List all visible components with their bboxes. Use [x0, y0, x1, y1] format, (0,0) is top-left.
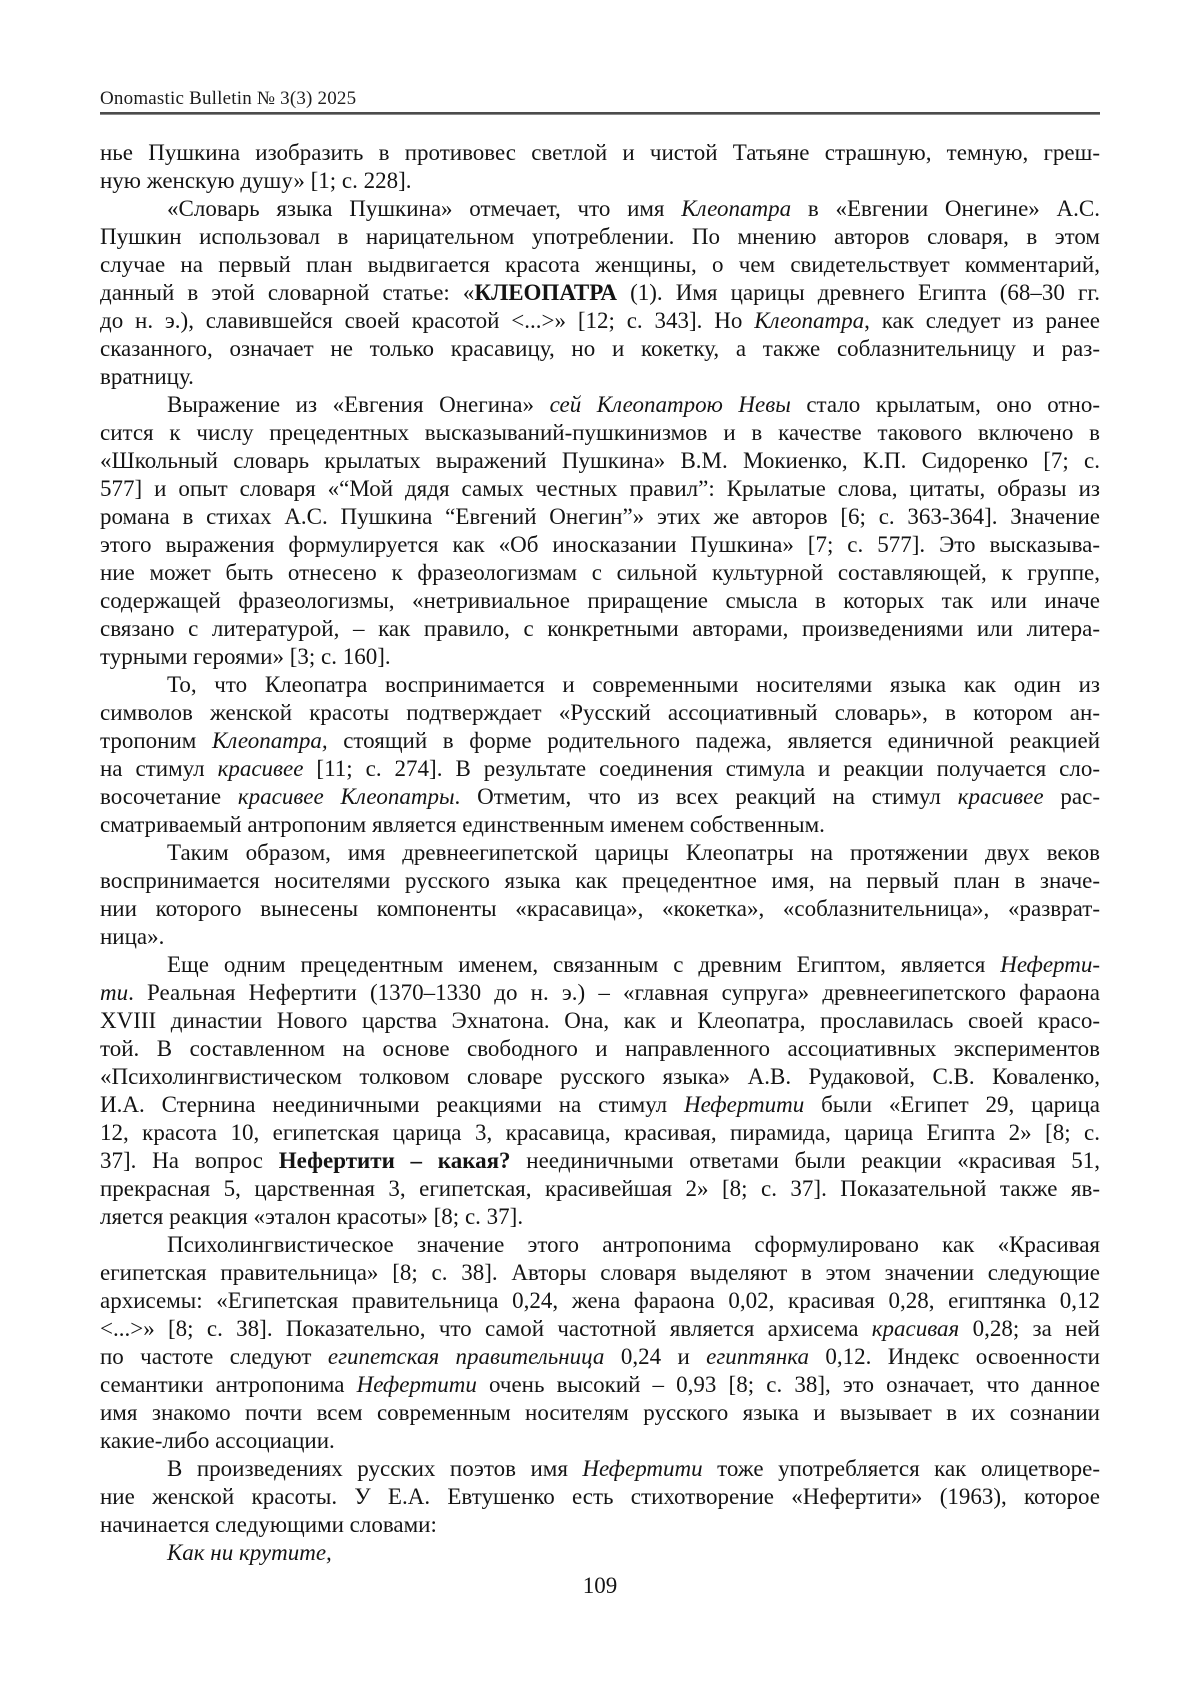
text-run: Нефертити: [684, 1092, 805, 1117]
text-run: 0,12. Индекс освоенности: [809, 1344, 1100, 1369]
text-run: ти: [100, 980, 129, 1005]
text-run: Неферти-: [1000, 952, 1100, 977]
text-run: воспринимается носителями русского языка как прецедентное имя, на первый план в значе-: [100, 868, 1100, 893]
text-line: [100, 1427, 1100, 1455]
text-run: Нефертити: [582, 1456, 703, 1481]
text-run: Нефертити – какая?: [278, 1148, 511, 1173]
text-line: [100, 223, 1100, 251]
text-line: [100, 895, 1100, 923]
text-line: [100, 1091, 1100, 1119]
text-run: КЛЕОПАТРА: [474, 280, 617, 305]
text-run: «Психолингвистическом толковом словаре русского языка» А.В. Рудаковой, С.В. Коваленко,: [100, 1064, 1100, 1089]
text-run: случае на первый план выдвигается красота женщины, о чем свидетельствует комментарий,: [100, 252, 1100, 277]
text-run: стало крылатым, оно отно-: [790, 392, 1100, 417]
text-line: [100, 727, 1100, 755]
text-line: [100, 643, 1100, 671]
text-run: очень высокий – 0,93 [8; с. 38], это означает, что данное: [476, 1372, 1100, 1397]
text-run: Клеопатра,: [211, 728, 328, 753]
text-line: [100, 1399, 1100, 1427]
text-run: восочетание: [100, 784, 238, 809]
text-run: романа в стихах А.С. Пушкина “Евгений Онегин”» этих же авторов [6; с. 363-364]. Значение: [100, 504, 1100, 529]
text-line: [100, 1343, 1100, 1371]
text-line: [100, 1035, 1100, 1063]
text-run: . Реальная Нефертити (1370–1330 до н. э.) – «главная супруга» древнеегипетского фараона: [128, 980, 1100, 1005]
text-run: Как ни крутите,: [167, 1540, 332, 1565]
text-run: 0,28; за ней: [959, 1316, 1100, 1341]
article-body: [100, 139, 1100, 1567]
text-run: нье Пушкина изобразить в противовес светлой и чистой Татьяне страшную, темную, греш-: [100, 140, 1100, 165]
text-line: [100, 307, 1100, 335]
text-run: тоже употребляется как олицетворе-: [702, 1456, 1100, 1481]
text-line: [100, 503, 1100, 531]
text-run: сказанного, означает не только красавицу, но и кокетку, а также соблазнительницу и раз-: [100, 336, 1100, 361]
text-line: [100, 139, 1100, 167]
text-run: 37]. На вопрос: [100, 1148, 279, 1173]
text-run: данный в этой словарной статье: «: [100, 280, 475, 305]
text-run: этого выражения формулируется как «Об иносказании Пушкина» [7; с. 577]. Это высказыва-: [100, 532, 1100, 557]
text-run: Таким образом, имя древнеегипетской царицы Клеопатры на протяжении двух веков: [167, 840, 1100, 865]
text-run: неединичными ответами были реакции «красивая 51,: [510, 1148, 1101, 1173]
text-line: [167, 391, 1100, 419]
text-line: [100, 363, 1100, 391]
text-run: той. В составленном на основе свободного и направленного ассоциативных экспериментов: [100, 1036, 1100, 1061]
text-run: архисемы: «Египетская правительница 0,24, жена фараона 0,02, красивая 0,28, египтянка 0,12: [100, 1288, 1100, 1313]
text-run: XVIII династии Нового царства Эхнатона. Она, как и Клеопатра, прославилась своей красо-: [100, 1008, 1100, 1033]
text-line: [100, 1007, 1100, 1035]
text-line: [100, 615, 1100, 643]
text-run: , как следует из ранее: [864, 308, 1100, 333]
text-run: красивая: [871, 1316, 960, 1341]
text-run: красивее Клеопатры: [237, 784, 455, 809]
text-line: [100, 1063, 1100, 1091]
text-run: египтянка: [706, 1344, 809, 1369]
text-line: [167, 1231, 1100, 1259]
text-run: Выражение из «Евгения Онегина»: [167, 392, 550, 417]
text-run: ние женской красоты. У Е.А. Евтушенко есть стихотворение «Нефертити» (1963), которое: [100, 1484, 1100, 1509]
text-run: какие-либо ассоциации.: [100, 1428, 335, 1453]
text-run: стоящий в форме родительного падежа, является единичной реакцией: [327, 728, 1101, 753]
text-run: имя знакомо почти всем современным носителям русского языка и вызывает в их сознании: [100, 1400, 1100, 1425]
text-run: символов женской красоты подтверждает «Русский ассоциативный словарь», в котором ан-: [100, 700, 1100, 725]
page-number: 109: [582, 1573, 618, 1598]
text-line: [100, 867, 1100, 895]
text-run: Еще одним прецедентным именем, связанным с древним Египтом, является: [167, 952, 1001, 977]
text-line: [167, 951, 1100, 979]
text-run: на стимул: [100, 756, 218, 781]
text-run: семантики антропонима: [100, 1372, 357, 1397]
text-run: начинается следующими словами:: [100, 1512, 437, 1537]
text-line: [100, 1371, 1100, 1399]
text-line: [100, 419, 1100, 447]
text-run: красивее: [957, 784, 1044, 809]
text-run: «Словарь языка Пушкина» отмечает, что имя: [167, 196, 682, 221]
text-line: [100, 251, 1100, 279]
text-line: [100, 1203, 1100, 1231]
text-run: были «Египет 29, царица: [804, 1092, 1100, 1117]
text-run: ница».: [100, 924, 165, 949]
text-line: [100, 923, 1100, 951]
text-run: 12, красота 10, египетская царица 3, красавица, красивая, пирамида, царица Египта 2» [8; с.: [100, 1120, 1100, 1145]
text-run: ляется реакция «эталон красоты» [8; с. 37].: [100, 1204, 524, 1229]
text-run: 577] и опыт словаря «“Мой дядя самых честных правил”: Крылатые слова, цитаты, образы из: [100, 476, 1100, 501]
text-line: [100, 1119, 1100, 1147]
text-run: сится к числу прецедентных высказываний-пушкинизмов и в качестве такового включено в: [100, 420, 1100, 445]
text-run: сматриваемый антропоним является единственным именем собственным.: [100, 812, 825, 837]
text-line: [100, 559, 1100, 587]
text-run: ние может быть отнесено к фразеологизмам с сильной культурной составляющей, к группе,: [100, 560, 1100, 585]
text-run: в «Евгении Онегине» А.С.: [791, 196, 1100, 221]
journal-title: Onomastic Bulletin № 3(3) 2025: [100, 88, 357, 109]
text-run: В произведениях русских поэтов имя: [167, 1456, 583, 1481]
text-run: египетская правительница» [8; с. 38]. Авторы словаря выделяют в этом значении следующие: [100, 1260, 1100, 1285]
text-run: нии которого вынесены компоненты «красавица», «кокетка», «соблазнительница», «разврат-: [100, 896, 1100, 921]
text-line: [100, 1483, 1100, 1511]
text-line: [100, 1511, 1100, 1539]
text-run: турными героями» [3; с. 160].: [100, 644, 391, 669]
text-run: [11; с. 274]. В результате соединения стимула и реакции получается сло-: [303, 756, 1100, 781]
text-line: [100, 587, 1100, 615]
text-run: Клеопатра: [754, 308, 865, 333]
text-line: [100, 335, 1100, 363]
text-line: [100, 1287, 1100, 1315]
text-line: [100, 1175, 1100, 1203]
text-run: сей Клеопатрою Невы: [549, 392, 791, 417]
text-run: «Школьный словарь крылатых выражений Пушкина» В.М. Мокиенко, К.П. Сидоренко [7; с.: [100, 448, 1100, 473]
text-line: [100, 475, 1100, 503]
text-line: [100, 783, 1100, 811]
text-run: Психолингвистическое значение этого антропонима сформулировано как «Красивая: [167, 1232, 1100, 1257]
text-run: Пушкин использовал в нарицательном употреблении. По мнению авторов словаря, в этом: [100, 224, 1100, 249]
text-line: [100, 531, 1100, 559]
text-run: тропоним: [100, 728, 212, 753]
text-line: [100, 811, 1100, 839]
text-line: [167, 671, 1100, 699]
text-run: То, что Клеопатра воспринимается и современными носителями языка как один из: [167, 672, 1100, 697]
text-run: вратницу.: [100, 364, 194, 389]
text-run: по частоте следуют: [100, 1344, 328, 1369]
text-line: [167, 195, 1100, 223]
text-run: до н. э.), славившейся своей красотой <...>» [12; с. 343]. Но: [100, 308, 755, 333]
text-line: [100, 979, 1100, 1007]
text-run: И.А. Стернина неединичными реакциями на стимул: [100, 1092, 685, 1117]
text-line: [167, 839, 1100, 867]
text-run: ную женскую душу» [1; с. 228].: [100, 168, 412, 193]
text-line: [100, 755, 1100, 783]
text-run: Нефертити: [356, 1372, 477, 1397]
text-run: . Отметим, что из всех реакций на стимул: [454, 784, 958, 809]
text-line: [167, 1539, 1100, 1567]
header-rule: [100, 112, 1100, 115]
text-run: Клеопатра: [681, 196, 792, 221]
text-line: [100, 699, 1100, 727]
text-run: <...>» [8; с. 38]. Показательно, что самой частотной является архисема: [100, 1316, 872, 1341]
text-run: египетская правительница: [327, 1344, 605, 1369]
text-run: прекрасная 5, царственная 3, египетская, красивейшая 2» [8; с. 37]. Показательной также яв-: [100, 1176, 1100, 1201]
text-line: [100, 1147, 1100, 1175]
text-run: (1). Имя царицы древнего Египта (68–30 гг.: [616, 280, 1100, 305]
text-run: рас-: [1043, 784, 1100, 809]
text-line: [100, 167, 1100, 195]
text-line: [100, 279, 1100, 307]
text-run: 0,24 и: [604, 1344, 707, 1369]
text-run: красивее: [217, 756, 304, 781]
text-line: [100, 447, 1100, 475]
text-run: связано с литературой, – как правило, с конкретными авторами, произведениями или литера-: [100, 616, 1100, 641]
text-line: [167, 1455, 1100, 1483]
text-line: [100, 1315, 1100, 1343]
text-run: содержащей фразеологизмы, «нетривиальное приращение смысла в которых так или иначе: [100, 588, 1100, 613]
text-line: [100, 1259, 1100, 1287]
